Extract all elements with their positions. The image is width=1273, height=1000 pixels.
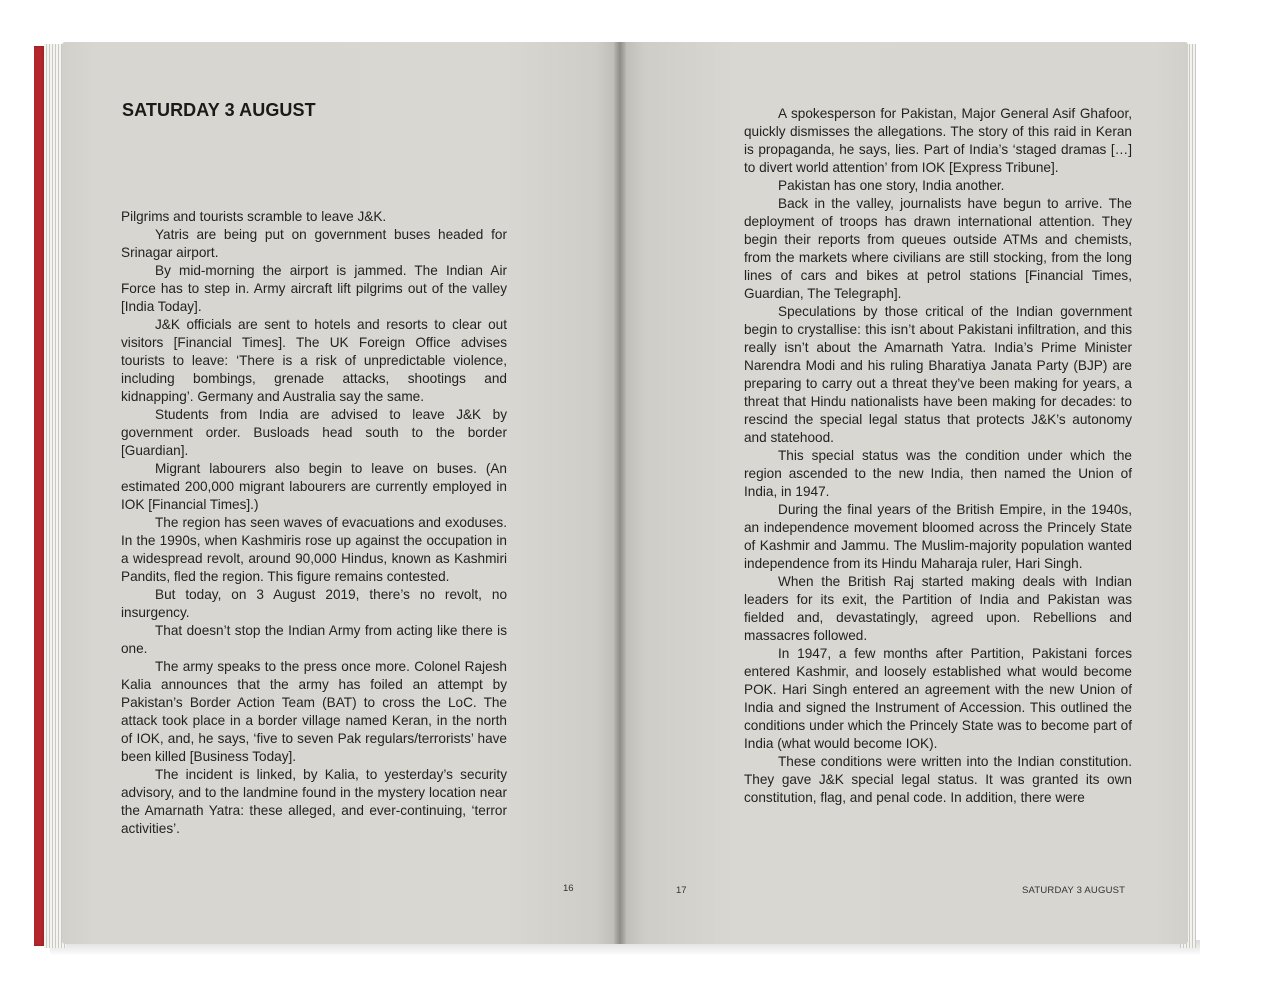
- paragraph: Back in the valley, journalists have begun to arrive. The deployment of troops has drawn international attention. They begin their reports from queues outside ATMs and chemists, from the markets where civilians are still stocking, from the long lines of cars and bikes at petrol stations [Financial Times, Guardian, The Telegraph].: [744, 196, 1132, 301]
- paragraph: Students from India are advised to leave J&K by government order. Busloads head south to the border [Guardian].: [121, 407, 507, 458]
- paragraph: A spokesperson for Pakistan, Major General Asif Ghafoor, quickly dismisses the allegations. The story of this raid in Keran is propaganda, he says, lies. Part of India’s ‘staged dramas […] to divert world attention’ from IOK [Express Tribune].: [744, 106, 1132, 175]
- paragraph: That doesn’t stop the Indian Army from acting like there is one.: [121, 623, 507, 656]
- book-gutter: [614, 42, 626, 944]
- paragraph: When the British Raj started making deals with Indian leaders for its exit, the Partition of India and Pakistan was fielded and, devastatingly, agreed upon. Rebellions and massacres followed.: [744, 574, 1132, 643]
- paragraph: During the final years of the British Empire, in the 1940s, an independence movement bloomed across the Princely State of Kashmir and Jammu. The Muslim-majority population wanted independence from its Hindu Maharaja ruler, Hari Singh.: [744, 502, 1132, 571]
- running-head: SATURDAY 3 AUGUST: [1022, 885, 1126, 896]
- page-number-left: 16: [563, 883, 574, 894]
- paragraph: The army speaks to the press once more. Colonel Rajesh Kalia announces that the army has foiled an attempt by Pakistan’s Border Action Team (BAT) to cross the LoC. The attack took place in a border village named Keran, in the north of IOK, and, he says, ‘five to seven Pak regulars/terrorists’ have been killed [Business Today].: [121, 659, 507, 764]
- right-body-text: [744, 105, 1132, 807]
- paragraph: J&K officials are sent to hotels and resorts to clear out visitors [Financial Times]. The UK Foreign Office advises tourists to leave: ‘There is a risk of unpredictable violence, including bombings, grenade attacks, shootings and kidnapping’. Germany and Australia say the same.: [121, 317, 507, 404]
- page-number-right: 17: [676, 885, 687, 896]
- chapter-heading: SATURDAY 3 AUGUST: [122, 100, 316, 120]
- paragraph: The incident is linked, by Kalia, to yesterday’s security advisory, and to the landmine found in the mystery location near the Amarnath Yatra: these alleged, and ever-continuing, ‘terror activities’.: [121, 767, 507, 836]
- left-body-text: [121, 208, 507, 838]
- paragraph: In 1947, a few months after Partition, Pakistani forces entered Kashmir, and loosely established what would become POK. Hari Singh entered an agreement with the new Union of India and signed the Instrument of Accession. This outlined the conditions under which the Princely State was to become part of India (what would become IOK).: [744, 646, 1132, 751]
- paragraph: But today, on 3 August 2019, there’s no revolt, no insurgency.: [121, 587, 507, 620]
- paragraph: The region has seen waves of evacuations and exoduses. In the 1990s, when Kashmiris rose up against the occupation in a widespread revolt, around 90,000 Hindus, known as Kashmiri Pandits, fled the region. This figure remains contested.: [121, 515, 507, 584]
- paragraph: This special status was the condition under which the region ascended to the new India, then named the Union of India, in 1947.: [744, 448, 1132, 499]
- paragraph: Migrant labourers also begin to leave on buses. (An estimated 200,000 migrant labourers are currently employed in IOK [Financial Times].): [121, 461, 507, 512]
- paragraph: Pilgrims and tourists scramble to leave J&K.: [121, 209, 387, 224]
- paragraph: These conditions were written into the Indian constitution. They gave J&K special legal status. It was granted its own constitution, flag, and penal code. In addition, there were: [744, 754, 1132, 805]
- paragraph: Pakistan has one story, India another.: [778, 178, 1005, 193]
- paragraph: Speculations by those critical of the Indian government begin to crystallise: this isn’t about Pakistani infiltration, and this really isn’t about the Amarnath Yatra. India’s Prime Minister Narendra Modi and his ruling Bharatiya Janata Party (BJP) are preparing to carry out a threat they’ve been making for years, a threat that Hindu nationalists have been making for decades: to rescind the special legal status that protects J&K’s autonomy and statehood.: [744, 304, 1132, 445]
- paragraph: Yatris are being put on government buses headed for Srinagar airport.: [121, 227, 507, 260]
- paragraph: By mid-morning the airport is jammed. The Indian Air Force has to step in. Army aircraft lift pilgrims out of the valley [India Today].: [121, 263, 507, 314]
